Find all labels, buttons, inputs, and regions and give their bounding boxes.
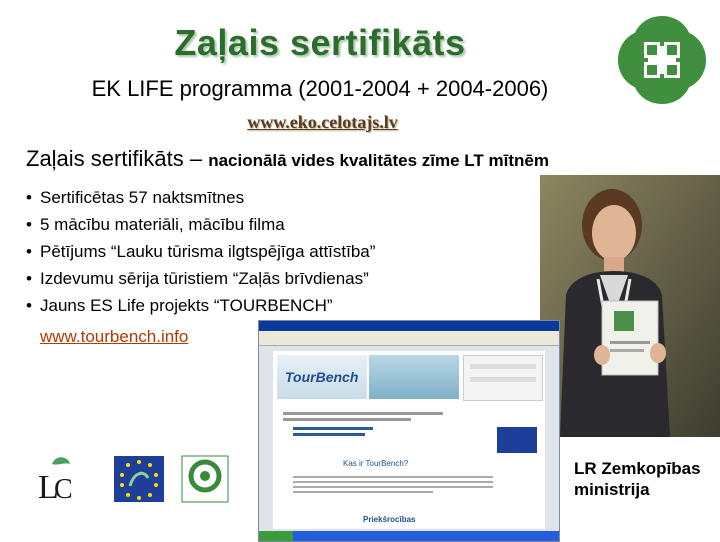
tourbench-website-screenshot [258, 320, 560, 542]
tourbench-brand: TourBench [285, 369, 359, 385]
bullet-item: • 5 mācību materiāli, mācību filma [26, 215, 285, 234]
screenshot-footer: Priekšrocības [363, 515, 416, 524]
heading-main: Zaļais sertifikāts – [26, 146, 203, 171]
body-text [293, 473, 493, 496]
bullet-item: • Jauns ES Life projekts “TOURBENCH” [26, 296, 333, 315]
eu-flag-small [497, 427, 537, 453]
browser-titlebar [259, 321, 559, 331]
llc-logo [36, 454, 76, 506]
tourbench-link[interactable]: www.tourbench.info [40, 327, 189, 346]
ministry-line-2: ministrija [574, 480, 650, 499]
web-page [273, 351, 545, 529]
svg-text:L: L [38, 469, 59, 506]
green-certificate-logo [614, 12, 710, 108]
header-face-image [369, 355, 459, 399]
website-link[interactable]: www.eko.celotajs.lv [247, 112, 398, 132]
screenshot-question: Kas ir TourBench? [343, 459, 409, 468]
section-heading [26, 146, 549, 172]
ministry-label [574, 458, 701, 500]
intro-text [283, 409, 443, 439]
award-photo [540, 175, 720, 437]
slide-title: Zaļais sertifikāts [174, 22, 466, 63]
bullet-item: • Pētījums “Lauku tūrisma ilgtspējīga attīstība” [26, 242, 376, 261]
eu-life-logo [114, 456, 164, 502]
browser-toolbar [259, 331, 559, 346]
slide-subtitle: EK LIFE programma (2001-2004 + 2004-2006) [91, 76, 549, 101]
ministry-line-1: LR Zemkopības [574, 459, 701, 478]
bullet-item: • Sertificētas 57 naktsmītnes [26, 188, 245, 207]
heading-rest: nacionālā vides kvalitātes zīme LT mītnēm [208, 151, 549, 170]
lvaf-logo [182, 456, 228, 502]
bullet-item: • Izdevumu sērija tūristiem “Zaļās brīvdienas” [26, 269, 369, 288]
svg-text:C: C [54, 474, 73, 505]
bullet-list [26, 184, 375, 319]
login-box [463, 355, 543, 401]
partner-logos [34, 450, 254, 510]
tourbench-header [277, 355, 367, 399]
